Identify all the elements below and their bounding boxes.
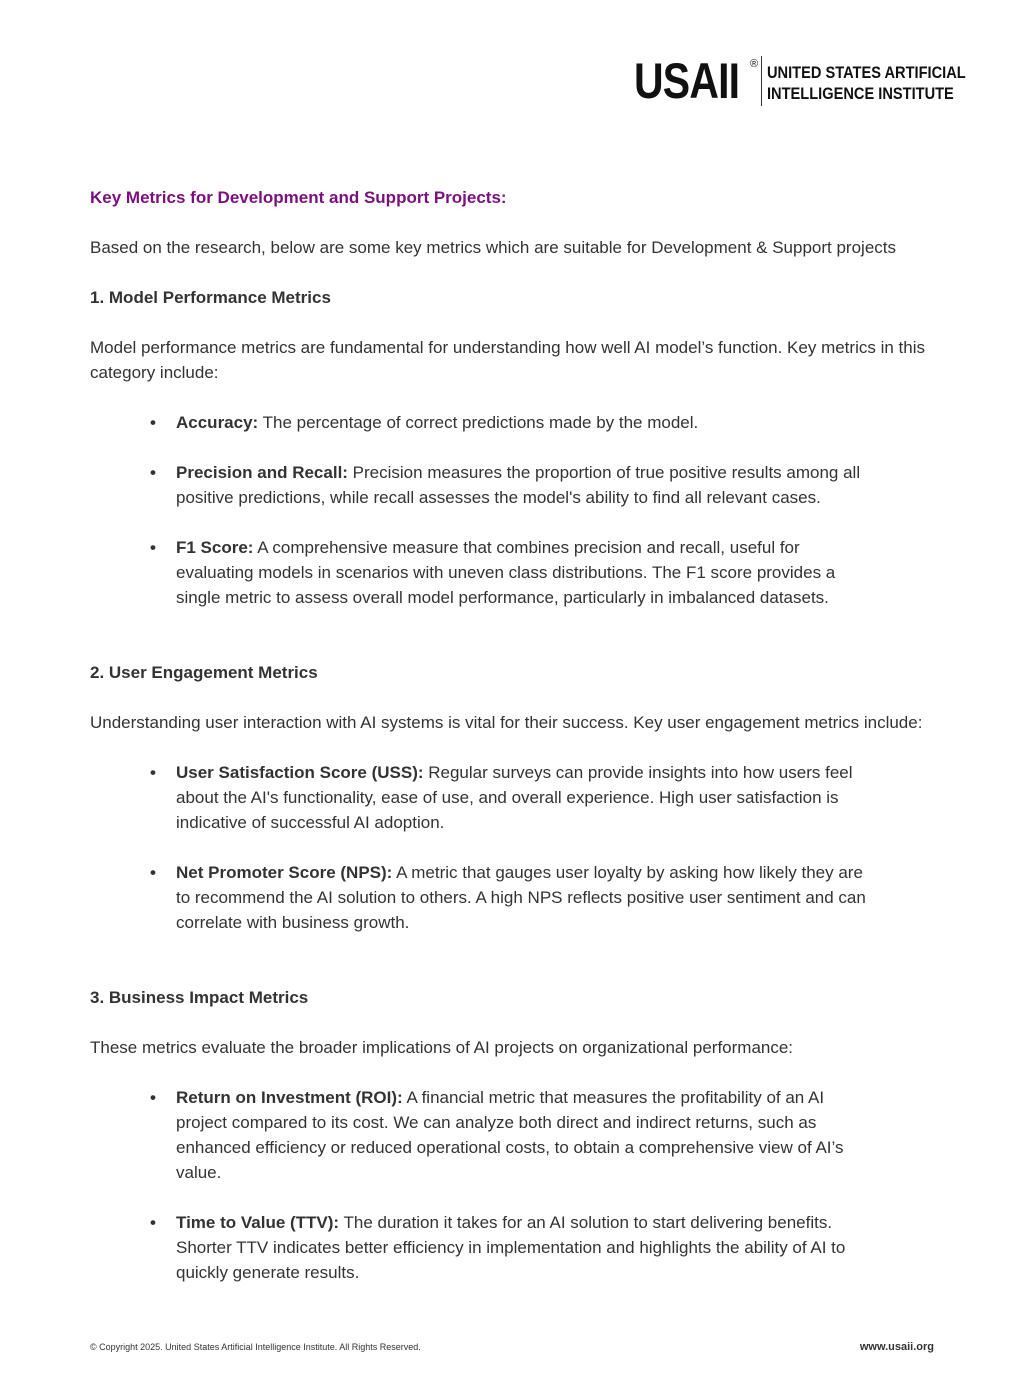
document-body [90, 185, 940, 1310]
page-title: Key Metrics for Development and Support Projects: [90, 188, 507, 207]
registered-mark: ® [750, 58, 759, 70]
list-item-term: Accuracy: [176, 413, 259, 432]
spacer [90, 960, 940, 985]
list-item-text: Precision measures the proportion of true positive results among all positive predictions, while recall assesses the model's ability to find all relevant cases. [176, 463, 861, 507]
logo-org-name [767, 62, 966, 104]
list-item-text: A financial metric that measures the profitability of an AI project compared to its cost. We can analyze both direct and indirect returns, such as enhanced efficiency or reduced operational costs, to obtain a comprehensive view of AI’s value. [176, 1088, 844, 1182]
list-item-text: Regular surveys can provide insights into how users feel about the AI's functionality, ease of use, and overall experience. High user satisfaction is indicative of successful AI adoption. [176, 763, 853, 832]
bullet-list-model-performance [90, 410, 940, 610]
footer-copyright: © Copyright 2025. United States Artificial Intelligence Institute. All Rights Reserved. [90, 1342, 421, 1352]
list-item-term: Precision and Recall: [176, 463, 348, 482]
list-item-term: User Satisfaction Score (USS): [176, 763, 424, 782]
section-intro-user-engagement: Understanding user interaction with AI systems is vital for their success. Key user engagement metrics include: [90, 713, 923, 732]
section-title-user-engagement: 2. User Engagement Metrics [90, 663, 318, 682]
list-item [90, 460, 876, 510]
logo-divider [761, 56, 762, 106]
logo-org-line2: INTELLIGENCE INSTITUTE [767, 84, 954, 103]
usaii-logo [634, 53, 998, 109]
list-item-term: F1 Score: [176, 538, 254, 557]
spacer [90, 635, 940, 660]
list-item [90, 410, 876, 435]
list-item-term: Return on Investment (ROI): [176, 1088, 403, 1107]
list-item [90, 1210, 876, 1285]
section-title-business-impact: 3. Business Impact Metrics [90, 988, 309, 1007]
section-title-model-performance: 1. Model Performance Metrics [90, 288, 331, 307]
logo-wordmark: USAII [634, 53, 740, 109]
list-item [90, 760, 876, 835]
intro-paragraph: Based on the research, below are some key metrics which are suitable for Development & Support projects [90, 238, 897, 257]
list-item-text: A metric that gauges user loyalty by asking how likely they are to recommend the AI solution to others. A high NPS reflects positive user sentiment and can correlate with business growth. [176, 863, 866, 932]
list-item-text: The percentage of correct predictions made by the model. [258, 413, 699, 432]
section-intro-model-performance: Model performance metrics are fundamental for understanding how well AI model’s function. Key metrics in this category include: [90, 338, 925, 382]
list-item [90, 1085, 876, 1185]
bullet-list-business-impact [90, 1085, 940, 1285]
list-item [90, 535, 876, 610]
bullet-list-user-engagement [90, 760, 940, 935]
logo-org-line1: UNITED STATES ARTIFICIAL [767, 63, 966, 82]
list-item-term: Time to Value (TTV): [176, 1213, 340, 1232]
section-intro-business-impact: These metrics evaluate the broader implications of AI projects on organizational performance: [90, 1038, 794, 1057]
list-item [90, 860, 876, 935]
list-item-text: The duration it takes for an AI solution to start delivering benefits. Shorter TTV indicates better efficiency in implementation and highlights the ability of AI to quickly generate results. [176, 1213, 846, 1282]
list-item-text: A comprehensive measure that combines precision and recall, useful for evaluating models in scenarios with uneven class distributions. The F1 score provides a single metric to assess overall model performance, particularly in imbalanced datasets. [176, 538, 836, 607]
list-item-term: Net Promoter Score (NPS): [176, 863, 393, 882]
footer-website-link[interactable]: www.usaii.org [859, 1341, 934, 1353]
